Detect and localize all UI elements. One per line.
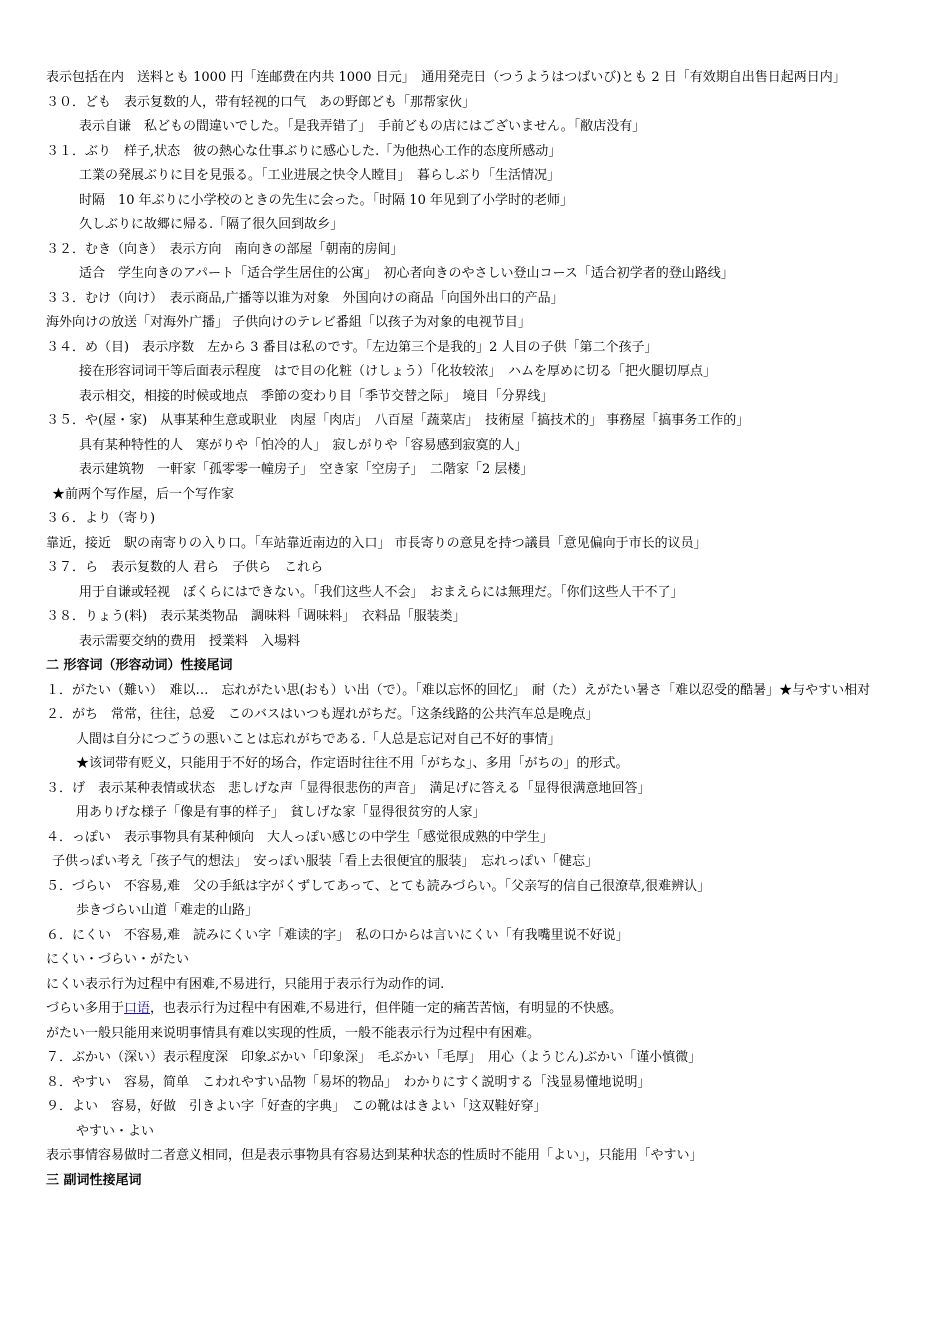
section-heading: 三 副词性接尾词: [46, 1172, 142, 1188]
text-line: 表示自谦 私どもの間違いでした。「是我弄错了」 手前どもの店にはございません。「敝店没有」: [79, 119, 646, 134]
text-line: 时隔 10 年ぶりに小学校のときの先生に会った。「时隔 10 年见到了小学时的老师」: [79, 192, 573, 208]
text-line: ３８．りょう(料) 表示某类物品 調味料「调味料」 衣料品「服装类」: [46, 609, 466, 624]
text-line: 海外向けの放送「对海外广播」 子供向けのテレビ番組「以孩子为对象的电视节目」: [46, 315, 531, 330]
text-line: 接在形容词词干等后面表示程度 はで目の化粧（けしょう）「化妆较浓」 ハムを厚めに切る「把火腿切厚点」: [79, 364, 717, 379]
text-segment: ，也表示行为过程中有困难,不易进行，但伴随一定的痛苦苦恼，有明显的不快感。: [150, 1001, 623, 1016]
text-line: ３１．ぶり 样子,状态 彼の熱心な仕事ぶりに感心した.「为他热心工作的态度所感动」: [46, 143, 562, 159]
text-line: ７．ぶかい（深い）表示程度深 印象ぶかい「印象深」 毛ぶかい「毛厚」 用心（ようじん)ぶかい「谨小慎微」: [46, 1050, 702, 1065]
text-line: 表示需要交纳的费用 授業料 入場料: [79, 633, 301, 649]
text-line: 具有某种特性的人 寒がりや「怕冷的人」 寂しがりや「容易感到寂寞的人」: [79, 437, 528, 453]
text-line: ３．げ 表示某种表情或状态 悲しげな声「显得很悲伤的声音」 満足げに答える「显得很满意地回答」: [46, 780, 651, 796]
text-line: １．がたい（難い） 难以… 忘れがたい思(おも）い出（で）。「难以忘怀的回忆」 耐（た）えがたい暑さ「难以忍受的酷暑」★与やすい相对: [46, 682, 871, 698]
text-line: ３６．より（寄り): [46, 511, 156, 526]
document-body: [46, 66, 912, 1193]
text-line: 子供っぽい考え「孩子气的想法」 安っぽい服装「看上去很便宜的服装」 忘れっぽい「健忘」: [52, 854, 599, 869]
text-line: 表示建筑物 一軒家「孤零零一幢房子」 空き家「空房子」 二階家「2 层楼」: [79, 462, 534, 477]
text-line: 表示事情容易做时二者意义相同，但是表示事物具有容易达到某种状态的性质时不能用「よい」，只能用「やすい」: [46, 1148, 703, 1163]
text-line: ３７．ら 表示复数的人 君ら 子供ら これら: [46, 560, 324, 575]
text-line: ３２．むき（向き） 表示方向 南向きの部屋「朝南的房间」: [46, 241, 404, 257]
text-line: 工業の発展ぶりに目を見張る。「工业进展之快令人瞠目」 暮らしぶり「生活情况」: [79, 168, 561, 183]
text-line: 适合 学生向きのアパート「适合学生居住的公寓」 初心者向きのやさしい登山コース「适合初学者的登山路线」: [79, 266, 734, 281]
text-line: ★该词带有贬义，只能用于不好的场合，作定语时往往不用「がちな」、多用「がちの」的形式。: [76, 756, 629, 771]
text-line: 用于自谦或轻视 ぼくらにはできない。「我们这些人不会」 おまえらには無理だ。「你们这些人干不了」: [79, 584, 684, 600]
section-heading: 二 形容词（形容动词）性接尾词: [46, 658, 233, 673]
text-line: ★前两个写作屋，后一个写作家: [52, 486, 235, 502]
text-line: 表示包括在内 送料とも 1000 円「连邮费在内共 1000 日元」 通用発売日（つうようはつばいび)とも 2 日「有效期自出售日起两日内」: [46, 70, 846, 85]
hyperlink-kougo[interactable]: 口语: [124, 1001, 151, 1016]
text-segment: づらい多用于: [46, 1001, 125, 1016]
text-line: 表示相交，相接的时候或地点 季節の変わり目「季节交替之际」 境目「分界线」: [79, 388, 554, 404]
text-line: ３３．むけ（向け） 表示商品,广播等以谁为对象 外国向けの商品「向国外出口的产品」: [46, 290, 564, 306]
text-line: ４．っぽい 表示事物具有某种倾向 大人っぽい感じの中学生「感觉很成熟的中学生」: [46, 829, 554, 845]
text-line: 久しぶりに故郷に帰る.「隔了很久回到故乡」: [79, 217, 344, 232]
text-line: ３４．め（目) 表示序数 左から 3 番目は私のです。「左边第三个是我的」2 人目の子供「第二个孩子」: [46, 339, 658, 355]
text-line: ２．がち 常常，往往，总爱 このバスはいつも遅れがちだ。「这条线路的公共汽车总是晚点」: [46, 707, 599, 722]
text-line: 歩きづらい山道「难走的山路」: [76, 903, 259, 918]
text-line: ６．にくい 不容易,难 読みにくい字「难读的字」 私の口からは言いにくい「有我嘴里说不好说」: [46, 927, 629, 943]
text-line: やすい・よい: [76, 1123, 155, 1139]
text-line: ３０．ども 表示复数的人，带有轻视的口气 あの野郎ども「那帮家伙」: [46, 94, 476, 110]
text-line-with-link: [46, 997, 912, 1022]
text-line: ３５．や(屋・家) 从事某种生意或职业 肉屋「肉店」 八百屋「蔬菜店」 技術屋「搞技术的」 事務屋「搞事务工作的」: [46, 413, 750, 428]
text-line: ８．やすい 容易，简单 こわれやすい品物「易坏的物品」 わかりにすく説明する「浅显易懂地说明」: [46, 1074, 651, 1090]
text-line: 用ありげな様子「像是有事的样子」 貧しげな家「显得很贫穷的人家」: [76, 805, 486, 820]
text-line: 人間は自分につごうの悪いことは忘れがちである.「人总是忘记对自己不好的事情」: [76, 731, 561, 747]
text-line: がたい一般只能用来说明事情具有难以实现的性质，一般不能表示行为过程中有困难。: [46, 1025, 541, 1041]
text-line: 靠近，接近 駅の南寄りの入り口。「车站靠近南边的入口」 市長寄りの意見を持つ議員「意见偏向于市长的议员」: [46, 535, 707, 551]
text-line: ９．よい 容易，好做 引きよい字「好查的字典」 この靴ははきよい「这双鞋好穿」: [46, 1099, 547, 1114]
text-line: にくい・づらい・がたい: [46, 952, 190, 967]
text-line: ５．づらい 不容易,难 父の手紙は字がくずしてあって、とても読みづらい。「父亲写的信自己很潦草,很难辨认」: [46, 878, 711, 894]
text-line: にくい表示行为过程中有困难,不易进行，只能用于表示行为动作的词.: [46, 976, 445, 992]
